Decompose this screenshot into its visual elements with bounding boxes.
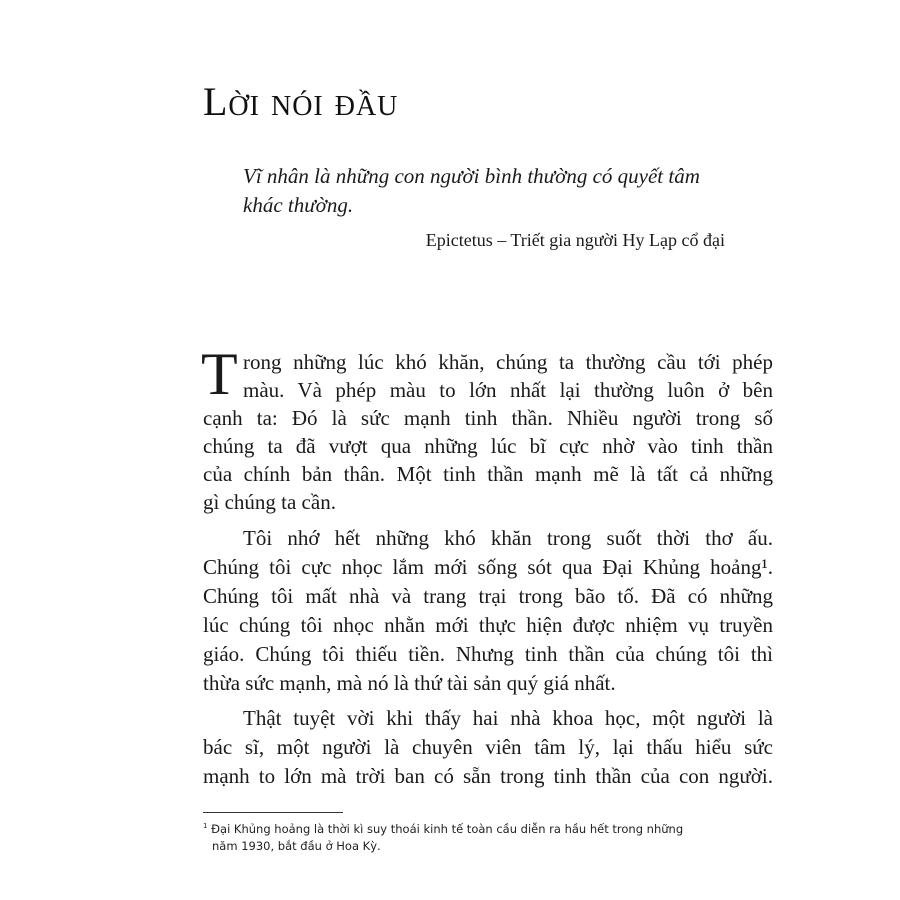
paragraph-line: Chúng tôi mất nhà và trang trại trong bão tố. Đã có những xyxy=(203,584,773,608)
footnote-marker: 1 xyxy=(203,822,208,831)
footnote-line xyxy=(203,822,683,836)
drop-cap: T xyxy=(201,341,238,407)
paragraph-line: thừa sức mạnh, mà nó là thứ tài sản quý giá nhất. xyxy=(203,671,616,695)
paragraph-line: của chính bản thân. Một tinh thần mạnh mẽ là tất cả những xyxy=(203,462,773,486)
page-title: Lời nói đầu xyxy=(203,79,399,124)
footnote-line: năm 1930, bắt đầu ở Hoa Kỳ. xyxy=(212,839,381,853)
paragraph-line: mạnh to lớn mà trời ban có sẵn trong tinh thần của con người. xyxy=(203,764,773,788)
epigraph-attribution: Epictetus – Triết gia người Hy Lạp cổ đại xyxy=(425,230,725,250)
paragraph-line: cạnh ta: Đó là sức mạnh tinh thần. Nhiều người trong số xyxy=(203,406,773,430)
epigraph-line: Vĩ nhân là những con người bình thường có quyết tâm xyxy=(243,164,700,188)
paragraph-line: Chúng tôi cực nhọc lắm mới sống sót qua Đại Khủng hoảng¹. xyxy=(203,555,773,579)
footnote-divider xyxy=(203,812,343,813)
paragraph-line: bác sĩ, một người là chuyên viên tâm lý, lại thấu hiểu sức xyxy=(203,735,773,759)
paragraph-line: Tôi nhớ hết những khó khăn trong suốt thời thơ ấu. xyxy=(243,526,773,550)
paragraph-line: gì chúng ta cần. xyxy=(203,490,336,514)
paragraph-line: giáo. Chúng tôi thiếu tiền. Nhưng tinh thần của chúng tôi thì xyxy=(203,642,773,666)
footnote-text: Đại Khủng hoảng là thời kì suy thoái kinh tế toàn cầu diễn ra hầu hết trong những xyxy=(211,822,684,836)
epigraph xyxy=(243,162,723,220)
epigraph-line: khác thường. xyxy=(243,193,354,217)
paragraph-line: màu. Và phép màu to lớn nhất lại thường luôn ở bên xyxy=(243,378,773,402)
paragraph-line: rong những lúc khó khăn, chúng ta thường cầu tới phép xyxy=(243,350,773,374)
paragraph-line: lúc chúng tôi nhọc nhằn mới thực hiện được nhiệm vụ truyền xyxy=(203,613,773,637)
paragraph-line: chúng ta đã vượt qua những lúc bĩ cực nhờ vào tinh thần xyxy=(203,434,773,458)
paragraph-line: Thật tuyệt vời khi thấy hai nhà khoa học, một người là xyxy=(243,706,773,730)
